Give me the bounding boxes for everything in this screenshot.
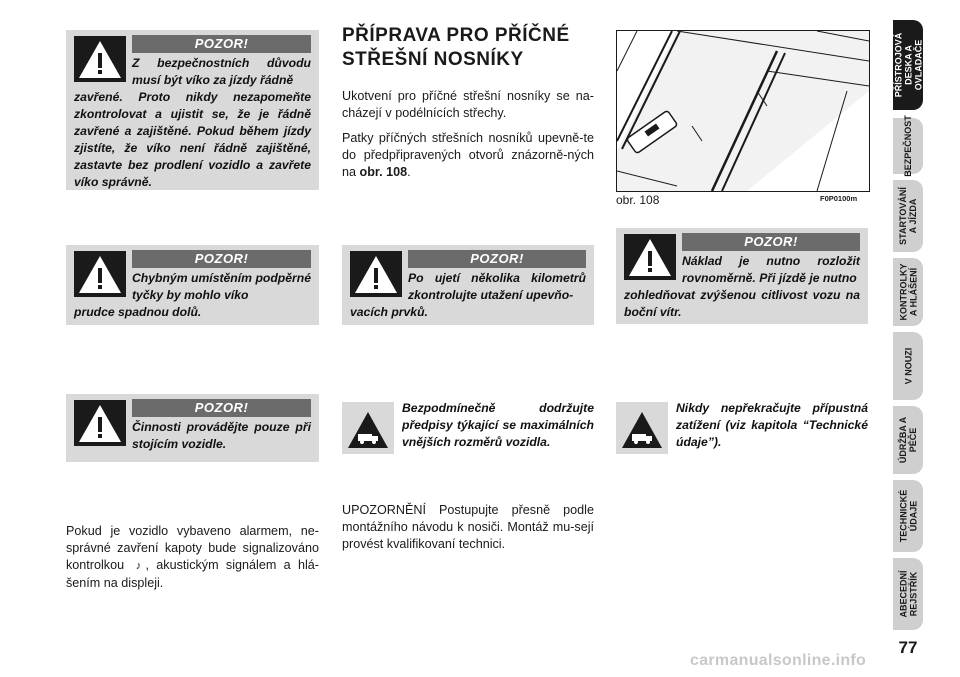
warning-title: POZOR! [408,250,586,268]
paragraph-anchorage: Ukotvení pro příčné střešní nosníky se na-cházejí v podélnících střechy. [342,89,594,120]
warning-box-tightening [342,245,594,325]
chapter-tab-label: V NOUZI [903,347,914,385]
warning-text-indent: Chybným umístěním podpěrné tyčky by mohlo víko [132,271,311,302]
warning-box-lid-closing [66,30,319,190]
warning-text-indent: Činnosti provádějte pouze při stojícím vozidle. [132,420,311,451]
figure-caption: obr. 108 [616,193,660,207]
warning-text-indent: Po ujetí několika kilometrů zkontrolujte utažení upevňo- [408,271,586,302]
warning-text: vacích prvků. [350,305,428,319]
vehicle-note-icon [616,402,668,454]
note-text: Bezpodmínečně dodržujte předpisy týkající se maximálních vnějších rozměrů vozidla. [402,401,594,449]
warning-box-stationary [66,394,319,462]
warning-box-support-rod [66,245,319,325]
warning-title: POZOR! [132,399,311,417]
vehicle-note-icon [342,402,394,454]
warning-text: zohledňovat zvýšenou citlivost vozu na boční vítr. [624,288,860,319]
warning-text: zavřené. Proto nikdy nezapomeňte zkontrolovat a ujistit se, že je řádně zavřené a zajištěné. Pokud během jízdy zjistíte, že víko není řádně zajištěné, zastavte bez prodlení vozidlo a zavřete víko správně. [74,90,311,189]
caution-text: Postupujte přesně podle montážního návodu k nosiči. Montáž mu-sejí provést kvalifikovaní technici. [342,503,594,551]
page-number: 77 [898,638,918,657]
warning-title: POZOR! [132,250,311,268]
warning-triangle-icon [350,251,402,297]
paragraph-crossbar-feet [342,130,594,181]
section-heading [342,24,602,72]
paragraph-crossbar-text: Patky příčných střešních nosníků upevně-te do předpřipravených otvorů znázorně-ných na [342,131,594,179]
warning-title: POZOR! [132,35,311,53]
caution-paragraph [342,502,594,553]
warning-title: POZOR! [682,233,860,251]
warning-triangle-icon [74,400,126,446]
watermark: carmanualsonline.info [690,652,867,669]
chapter-tab-label: KONTROLKY A HLÁŠENÍ [898,263,918,321]
figure-reference: obr. 108 [359,165,408,179]
warning-triangle-icon [624,234,676,280]
chapter-tab-label: PŘÍSTROJOVÁ DESKA A OVLADAČE [893,32,924,98]
chapter-tab[interactable] [893,20,923,110]
section-heading-line2: STŘEŠNÍ NOSNÍKY [342,49,524,70]
warning-box-load [616,228,868,324]
chapter-sidebar [893,20,953,630]
warning-triangle-icon [74,36,126,82]
section-heading-line1: PŘÍPRAVA PRO PŘÍČNÉ [342,25,570,46]
chapter-tab-label: ABECEDNÍ REJSTŘÍK [898,570,919,618]
alarm-text-part1: Pokud je vozidlo vybaveno alarmem, ne-správné zavření kapoty bude signalizováno kontrolkou [66,524,319,572]
chapter-tab[interactable] [893,406,923,474]
note-dimensions [342,398,594,462]
alarm-text-part2: , akustickým signálem a hlá-šením na displeji. [66,558,319,590]
alarm-paragraph [66,523,319,592]
alarm-indicator-icon: ♪ [135,560,142,572]
chapter-tab-label: STARTOVÁNÍ A JÍZDA [898,187,919,245]
figure-roof-rail [616,30,870,192]
chapter-tab[interactable] [893,258,923,326]
note-text: Nikdy nepřekračujte přípustná zatížení (viz kapitola “Technické údaje”). [676,401,868,449]
warning-text-indent: Náklad je nutno rozložit rovnoměrně. Při jízdě je nutno [682,254,860,285]
chapter-tab[interactable] [893,558,923,630]
figure-code: F0P0100m [820,194,858,203]
caution-label: UPOZORNĚNÍ [342,503,426,517]
chapter-tab[interactable] [893,332,923,400]
chapter-tab-label: TECHNICKÉ ÚDAJE [898,489,919,543]
warning-triangle-icon [74,251,126,297]
chapter-tab-label: ÚDRŽBA A PÉČE [898,416,919,464]
note-load-limits [616,398,868,462]
warning-text-indent: Z bezpečnostních důvodu musí být víko za jízdy řádně [132,56,311,87]
warning-text: prudce spadnou dolů. [74,305,202,319]
paragraph-end: . [407,165,411,179]
chapter-tab[interactable] [893,180,923,252]
chapter-tab[interactable] [893,480,923,552]
chapter-tab-label: BEZPEČNOST [903,115,914,177]
chapter-tab[interactable] [893,115,923,177]
